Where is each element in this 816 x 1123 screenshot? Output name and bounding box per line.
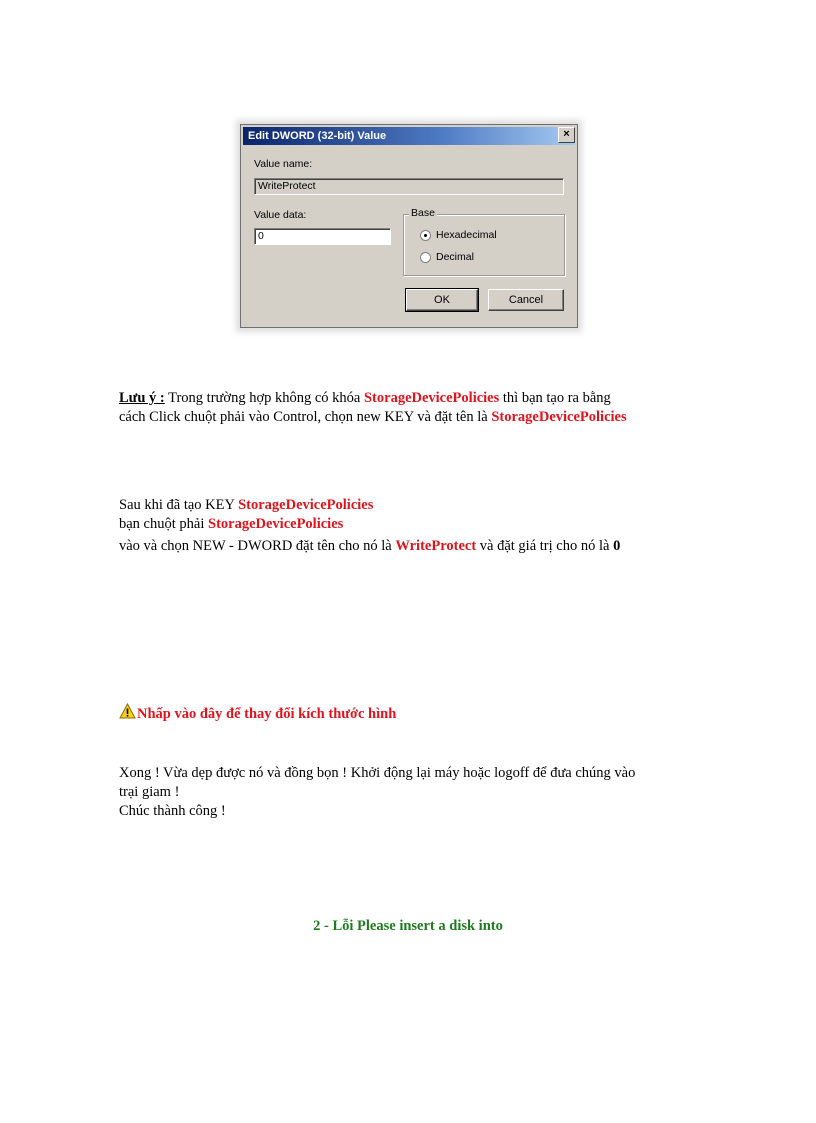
- after-text: bạn chuột phải: [119, 516, 208, 532]
- warning-icon: [119, 703, 136, 719]
- edit-dword-dialog: [240, 124, 578, 328]
- note-text-3: cách Click chuột phải vào Control, chọn new KEY và đặt tên là: [119, 409, 492, 425]
- after-text: và đặt giá trị cho nó là: [476, 538, 614, 554]
- after-line-3: [119, 537, 620, 556]
- after-text: Sau khi đã tạo KEY: [119, 497, 239, 513]
- dialog-title: Edit DWORD (32-bit) Value: [243, 127, 575, 145]
- value-zero: 0: [613, 538, 621, 554]
- key-name: StorageDevicePolicies: [491, 409, 627, 425]
- closing-line-2: trại giam !: [119, 784, 180, 800]
- value-name-field[interactable]: WriteProtect: [254, 178, 564, 195]
- cancel-button[interactable]: Cancel: [488, 289, 564, 311]
- decimal-radio[interactable]: [420, 252, 431, 263]
- note-text-2: thì bạn tạo ra bằng: [499, 390, 611, 406]
- value-name: WriteProtect: [395, 538, 477, 554]
- after-text: vào và chọn NEW - DWORD đặt tên cho nó là: [119, 538, 396, 554]
- section-heading: 2 - Lỗi Please insert a disk into: [313, 918, 503, 934]
- note-line-2: [119, 408, 627, 427]
- key-name: StorageDevicePolicies: [208, 516, 344, 532]
- value-data-label: Value data:: [254, 209, 307, 221]
- value-data-input[interactable]: 0: [254, 228, 391, 245]
- after-line-1: [119, 496, 373, 515]
- decimal-label: Decimal: [436, 251, 474, 263]
- value-name-label: Value name:: [254, 158, 313, 170]
- note-label: Lưu ý :: [119, 390, 165, 406]
- hexadecimal-radio[interactable]: [420, 230, 431, 241]
- key-name: StorageDevicePolicies: [363, 390, 500, 406]
- hexadecimal-label: Hexadecimal: [436, 229, 497, 241]
- resize-image-link[interactable]: Nhấp vào đây để thay đổi kích thước hình: [137, 706, 397, 722]
- key-name: StorageDevicePolicies: [238, 497, 374, 513]
- base-group: [403, 214, 565, 276]
- closing-line-1: Xong ! Vừa dẹp được nó và đồng bọn ! Khởi động lại máy hoặc logoff để đưa chúng vào: [119, 765, 636, 781]
- closing-line-3: Chúc thành công !: [119, 803, 226, 819]
- close-icon[interactable]: ×: [558, 127, 575, 143]
- note-text-1: Trong trường hợp không có khóa: [164, 390, 364, 406]
- after-line-2: [119, 515, 343, 534]
- ok-button[interactable]: OK: [406, 289, 478, 311]
- note-line-1: [119, 389, 611, 408]
- base-group-label: Base: [411, 207, 435, 219]
